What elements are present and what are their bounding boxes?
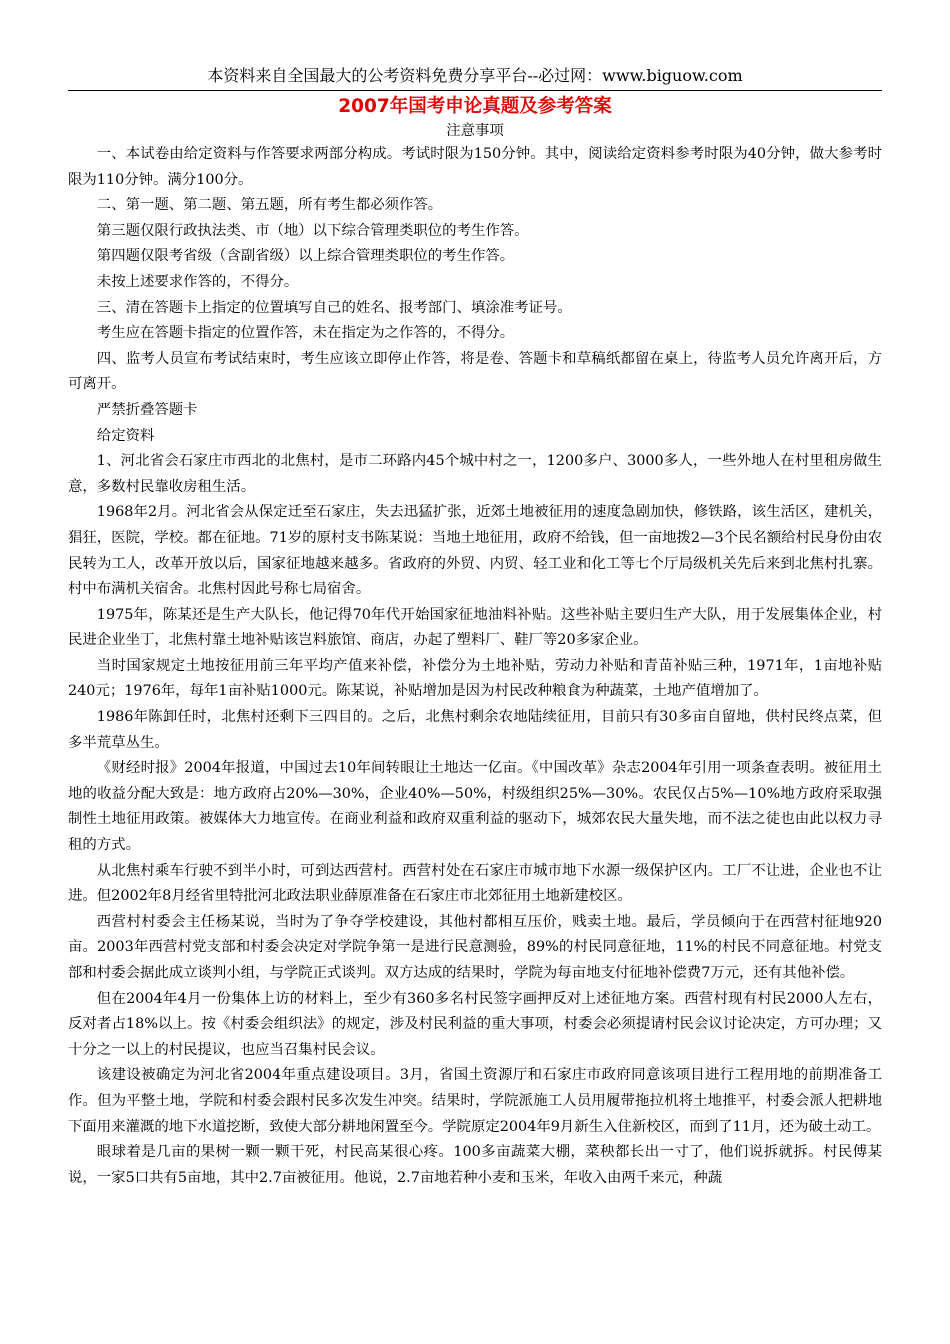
- paragraph: 三、清在答题卡上指定的位置填写自己的姓名、报考部门、填涂准考证号。: [96, 299, 572, 316]
- paragraph: 1、河北省会石家庄市西北的北焦村，是市二环路内45个城中村之一，1200多户、3000多人，一些外地人在村里租房做生意，多数村民靠收房租生活。: [68, 453, 882, 495]
- section-heading-given-materials: 给定资料: [96, 427, 155, 444]
- paragraph: 西营村村委会主任杨某说，当时为了争夺学校建设，其他村都相互压价，贱卖土地。最后，学员倾向于在西营村征地920亩。2003年西营村党支部和村委会决定对学院争第一是进行民意测验，89%的村民同意征地，11%的村民不同意征地。村党支部和村委会据此成立谈判小组，与学院正式谈判。双方达成的结果时，学院为每亩地支付征地补偿费7万元，还有其他补偿。: [68, 913, 882, 981]
- document-page: [68, 0, 882, 1191]
- paragraph: 一、本试卷由给定资料与作答要求两部分构成。考试时限为150分钟。其中，阅读给定资料参考时限为40分钟，做大参考时限为110分钟。满分100分。: [68, 146, 882, 188]
- paragraph: 1968年2月。河北省会从保定迁至石家庄，失去迅猛扩张，近郊土地被征用的速度急剧加快，修铁路，该生活区，建机关，猖狂，医院，学校。都在征地。71岁的原村支书陈某说：当地土地征用，政府不给钱，但一亩地拨2—3个民名额给村民身份由农民转为工人，改革开放以后，国家征地越来越多。省政府的外贸、内贸、轻工业和化工等七个厅局级机关先后来到北焦村扎寨。村中布满机关宿舍。北焦村因此号称七局宿舍。: [68, 504, 882, 598]
- paragraph: 未按上述要求作答的，不得分。: [96, 273, 299, 290]
- paragraph: 1975年，陈某还是生产大队长，他记得70年代开始国家征地油料补贴。这些补贴主要归生产大队，用于发展集体企业，村民进企业坐丁，北焦村靠土地补贴该岂料旅馆、商店，办起了塑料厂、鞋厂等20多家企业。: [68, 606, 882, 649]
- paragraph: 《财经时报》2004年报道，中国过去10年间转眼让土地达一亿亩。《中国改革》杂志2004年引用一项条查表明。被征用土地的收益分配大致是：地方政府占20%—30%，企业40%—50%，村级组织25%—30%。农民仅占5%—10%地方政府采取强制性土地征用政策。被媒体大力地宣传。在商业利益和政府双重利益的驱动下，城郊农民大量失地，而不法之徒也由此以权力寻租的方式。: [68, 760, 882, 854]
- paragraph: 当时国家规定土地按征用前三年平均产值来补偿，补偿分为土地补贴，劳动力补贴和青苗补贴三种，1971年，1亩地补贴240元；1976年，每年1亩补贴1000元。陈某说，补贴增加是因为村民改种粮食为种蔬菜，土地产值增加了。: [68, 657, 882, 700]
- paragraph: 二、第一题、第二题、第五题，所有考生都必须作答。: [96, 197, 443, 214]
- paragraph: 严禁折叠答题卡: [96, 401, 198, 418]
- source-header: 本资料来自全国最大的公考资料免费分享平台--必过网：www.biguow.com: [68, 0, 882, 91]
- paragraph: 四、监考人员宣布考试结束时，考生应该立即停止作答，将是卷、答题卡和草稿纸都留在桌上，待监考人员允许离开后，方可离开。: [68, 350, 882, 393]
- paragraph: 该建设被确定为河北省2004年重点建设项目。3月，省国土资源厅和石家庄市政府同意该项目进行工程用地的前期准备工作。但为平整土地，学院和村委会跟村民多次发生冲突。结果时，学院派施工人员用履带拖拉机将土地推平，村委会派人把耕地下面用来灌溉的地下水道挖断，致使大部分耕地闲置至今。学院原定2004年9月新生入住新校区，而到了11月，还为破土动工。: [68, 1067, 882, 1135]
- paragraph: 考生应在答题卡指定的位置作答，未在指定为之作答的，不得分。: [96, 325, 515, 342]
- document-title: 2007年国考申论真题及参考答案: [338, 96, 612, 117]
- paragraph: 第三题仅限行政执法类、市（地）以下综合管理类职位的考生作答。: [96, 222, 529, 239]
- paragraph: 眼球着是几亩的果树一颗一颗干死，村民高某很心疼。100多亩蔬菜大棚，菜秧都长出一寸了，他们说拆就拆。村民傅某说，一家5口共有5亩地，其中2.7亩被征用。他说，2.7亩地若种小麦和玉米，年收入由两千来元，种蔬: [68, 1144, 882, 1186]
- paragraph: 第四题仅限考省级（含副省级）以上综合管理类职位的考生作答。: [96, 248, 515, 265]
- paragraph: 但在2004年4月一份集体上访的材料上，至少有360多名村民签字画押反对上述征地方案。西营村现有村民2000人左右，反对者占18%以上。按《村委会组织法》的规定，涉及村民利益的重大事项，村委会必须提请村民会议讨论决定，方可办理；又十分之一以上的村民提议，也应当召集村民会议。: [68, 990, 882, 1058]
- paragraph: 1986年陈卸任时，北焦村还剩下三四目的。之后，北焦村剩余农地陆续征用，目前只有30多亩自留地，供村民终点菜，但多半荒草丛生。: [68, 709, 882, 751]
- paragraph: 从北焦村乘车行驶不到半小时，可到达西营村。西营村处在石家庄市城市地下水源一级保护区内。工厂不让进，企业也不让进。但2002年8月经省里特批河北政法职业薛原准备在石家庄市北郊征用土地新建校区。: [68, 862, 882, 905]
- notice-heading: 注意事项: [446, 123, 504, 139]
